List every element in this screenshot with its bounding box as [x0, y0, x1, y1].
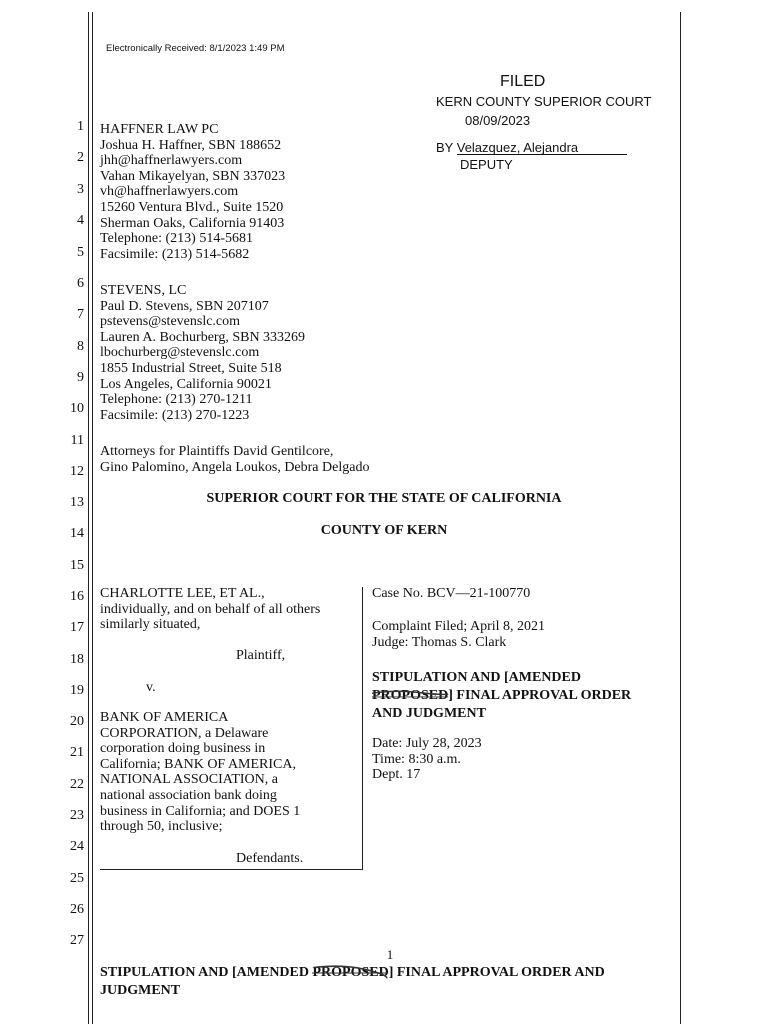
- filed-by: [436, 140, 627, 155]
- line-number: 25: [70, 871, 84, 886]
- hearing-date: Date: July 28, 2023: [372, 736, 482, 751]
- line-number: 22: [70, 777, 84, 792]
- line-number: 12: [70, 464, 84, 479]
- footer-title-post: ] FINAL APPROVAL ORDER AND: [388, 965, 605, 980]
- footer-title-line2: JUDGMENT: [100, 983, 181, 998]
- footer-title: [100, 964, 605, 1000]
- defendant-line: national association bank doing: [100, 787, 277, 803]
- counsel-line: Vahan Mikayelyan, SBN 337023: [100, 168, 286, 184]
- line-number: 16: [70, 589, 84, 604]
- right-margin-line: [680, 12, 681, 1024]
- counsel-line: Facsimile: (213) 270-1223: [100, 407, 250, 423]
- plaintiff-line: individually, and on behalf of all others: [100, 601, 321, 617]
- line-number: 24: [70, 839, 84, 854]
- line-number: 1: [77, 119, 84, 134]
- counsel-line: 1855 Industrial Street, Suite 518: [100, 360, 282, 376]
- counsel-line: STEVENS, LC: [100, 283, 187, 298]
- court-title: SUPERIOR COURT FOR THE STATE OF CALIFORNIA: [206, 491, 562, 506]
- case-number: Case No. BCV—21-100770: [372, 586, 531, 601]
- footer-struck-word-text: PROPOSED: [312, 965, 389, 980]
- defendant-line: CORPORATION, a Delaware: [100, 725, 269, 741]
- document-title-line2: [372, 687, 631, 705]
- line-number: 10: [70, 401, 84, 416]
- footer-struck-word-proposed: [312, 964, 388, 982]
- line-number: 26: [70, 902, 84, 917]
- caption-divider-vertical: [362, 587, 363, 870]
- attorneys-for: [100, 444, 369, 475]
- counsel-block-stevens: [100, 283, 305, 423]
- filed-label: FILED: [500, 73, 546, 90]
- line-number: 15: [70, 558, 84, 573]
- county-title: COUNTY OF KERN: [320, 523, 448, 538]
- document-title-line1: STIPULATION AND [AMENDED: [372, 670, 581, 685]
- counsel-line: HAFFNER LAW PC: [100, 122, 219, 137]
- defendant-line: California; BANK OF AMERICA,: [100, 756, 296, 772]
- line-number: 17: [70, 620, 84, 635]
- line-number: 5: [77, 245, 84, 260]
- defendant-line: BANK OF AMERICA: [100, 710, 229, 725]
- line-number: 8: [77, 339, 84, 354]
- counsel-line: Lauren A. Bochurberg, SBN 333269: [100, 329, 306, 345]
- defendant-label: Defendants.: [236, 851, 304, 866]
- footer-strike-mark: [312, 964, 388, 982]
- document-title-line2-rest: ] FINAL APPROVAL ORDER: [448, 688, 632, 703]
- defendant-line: business in California; and DOES 1: [100, 803, 301, 819]
- counsel-line: Paul D. Stevens, SBN 207107: [100, 298, 269, 314]
- plaintiff-line: similarly situated,: [100, 617, 201, 633]
- electronic-received-stamp: Electronically Received: 8/1/2023 1:49 PM: [106, 43, 285, 54]
- line-number: 27: [70, 933, 84, 948]
- counsel-line: Joshua H. Haffner, SBN 188652: [100, 137, 282, 153]
- line-number: 9: [77, 370, 84, 385]
- line-number: 3: [77, 182, 84, 197]
- page-number: 1: [386, 947, 394, 962]
- line-number: 23: [70, 808, 84, 823]
- hearing-info: [372, 736, 482, 783]
- strike-mark: [372, 687, 448, 705]
- line-number: 7: [77, 307, 84, 322]
- attorneys-for-line: Attorneys for Plaintiffs David Gentilcore,: [100, 444, 334, 459]
- judge: Judge: Thomas S. Clark: [372, 635, 507, 650]
- line-number: 4: [77, 213, 84, 228]
- counsel-line: pstevens@stevenslc.com: [100, 314, 241, 330]
- defendant-caption: [100, 710, 300, 835]
- struck-word-proposed: [372, 687, 448, 705]
- complaint-filed: Complaint Filed; April 8, 2021: [372, 619, 546, 634]
- counsel-line: Telephone: (213) 270-1211: [100, 392, 253, 408]
- line-number: 6: [77, 276, 84, 291]
- line-number: 2: [77, 150, 84, 165]
- attorneys-for-line: Gino Palomino, Angela Loukos, Debra Delgado: [100, 459, 370, 475]
- counsel-line: Facsimile: (213) 514-5682: [100, 246, 250, 262]
- counsel-line: lbochurberg@stevenslc.com: [100, 345, 260, 361]
- left-margin-line-outer: [88, 12, 89, 1024]
- counsel-line: Los Angeles, California 90021: [100, 376, 272, 392]
- left-margin-line-inner: [92, 12, 93, 1024]
- counsel-line: vh@haffnerlawyers.com: [100, 184, 239, 200]
- footer-title-line1: [100, 964, 605, 982]
- plaintiff-caption: [100, 586, 320, 633]
- counsel-line: jhh@haffnerlawyers.com: [100, 153, 243, 169]
- line-number: 20: [70, 714, 84, 729]
- versus: v.: [146, 680, 156, 695]
- line-number: 13: [70, 495, 84, 510]
- document-title: [372, 669, 631, 723]
- counsel-line: Sherman Oaks, California 91403: [100, 215, 285, 231]
- defendant-line: NATIONAL ASSOCIATION, a: [100, 772, 278, 788]
- line-number: 14: [70, 526, 84, 541]
- filed-deputy: DEPUTY: [460, 157, 513, 172]
- plaintiff-label: Plaintiff,: [236, 648, 286, 663]
- filed-by-label: BY: [436, 140, 454, 155]
- document-title-line3: AND JUDGMENT: [372, 706, 486, 721]
- filed-court: KERN COUNTY SUPERIOR COURT: [436, 94, 652, 109]
- counsel-block-haffner: [100, 122, 285, 262]
- caption-divider-horizontal: [100, 869, 363, 870]
- plaintiff-line: CHARLOTTE LEE, ET AL.,: [100, 586, 265, 601]
- defendant-line: corporation doing business in: [100, 741, 266, 757]
- hearing-dept: Dept. 17: [372, 767, 421, 783]
- footer-title-pre: STIPULATION AND [AMENDED: [100, 965, 313, 980]
- filed-by-name: Velazquez, Alejandra: [457, 141, 627, 155]
- counsel-line: Telephone: (213) 514-5681: [100, 231, 253, 247]
- filed-date: 08/09/2023: [465, 113, 531, 128]
- line-number: 19: [70, 683, 84, 698]
- counsel-line: 15260 Ventura Blvd., Suite 1520: [100, 199, 284, 215]
- line-number: 11: [70, 433, 84, 448]
- defendant-line: through 50, inclusive;: [100, 819, 223, 835]
- struck-word-text: PROPOSED: [372, 688, 449, 703]
- line-number: 21: [70, 745, 84, 760]
- line-number: 18: [70, 652, 84, 667]
- hearing-time: Time: 8:30 a.m.: [372, 751, 461, 767]
